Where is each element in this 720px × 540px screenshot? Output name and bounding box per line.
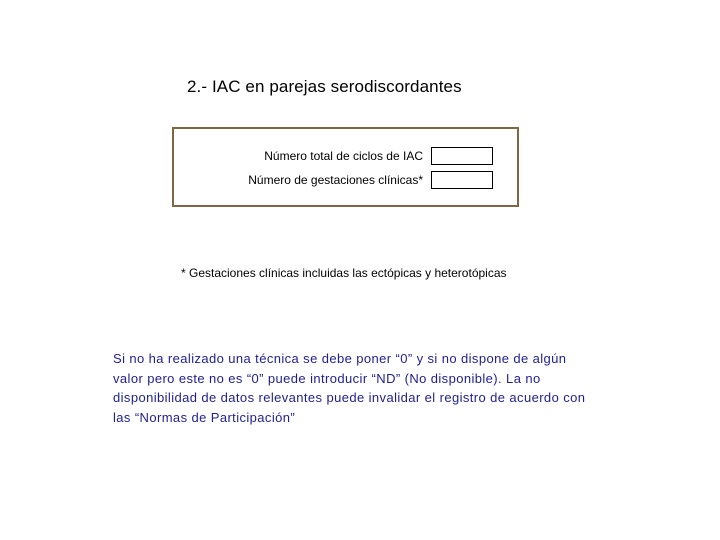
- clinical-pregnancies-input[interactable]: [431, 171, 493, 189]
- total-cycles-input[interactable]: [431, 147, 493, 165]
- section-title: 2.- IAC en parejas serodiscordantes: [187, 77, 462, 96]
- clinical-pregnancies-label: Número de gestaciones clínicas*: [248, 173, 423, 187]
- form-row-clinical-pregnancies: [248, 171, 493, 189]
- form-panel: [172, 127, 519, 207]
- form-row-total-cycles: [264, 147, 493, 165]
- total-cycles-label: Número total de ciclos de IAC: [264, 149, 423, 163]
- footnote: * Gestaciones clínicas incluidas las ectópicas y heterotópicas: [181, 266, 507, 280]
- instructions-note: Si no ha realizado una técnica se debe poner “0” y si no dispone de algún valor pero este no es “0” puede introducir “ND” (No disponible). La no disponibilidad de datos relevantes puede invalidar el registro de acuerdo con las “Normas de Participación”: [113, 351, 586, 425]
